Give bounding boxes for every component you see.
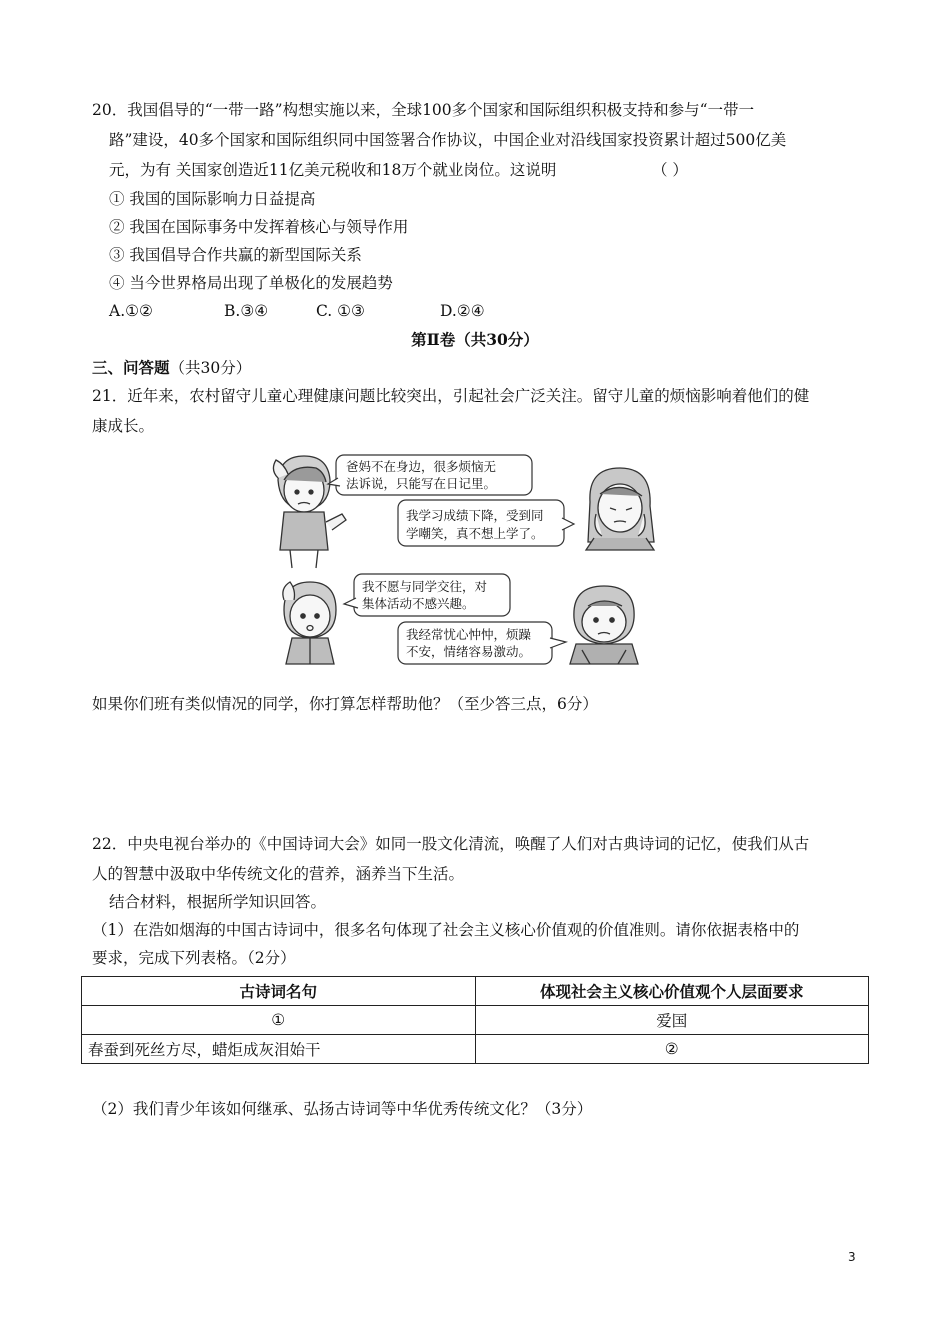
q22-line2: 人的智慧中汲取中华传统文化的营养，涵养当下生活。: [92, 865, 465, 883]
q22-line1: 22．中央电视台举办的《中国诗词大会》如同一股文化清流，唤醒了人们对古典诗词的记忆，使我们从古: [92, 835, 810, 853]
child-figure-2: [586, 468, 654, 550]
poem-values-table: [81, 976, 869, 1064]
q20-line1: 20．我国倡导的“一带一路”构想实施以来，全球100多个国家和国际组织积极支持和参与“一带一: [92, 101, 755, 119]
q22-line3: 结合材料，根据所学知识回答。: [109, 893, 327, 911]
section3-label: 三、问答题: [92, 358, 170, 377]
table-header-poem: 古诗词名句: [82, 977, 476, 1006]
bubble-1-line-1: 爸妈不在身边，很多烦恼无: [346, 459, 497, 474]
child-figure-3: [283, 582, 336, 664]
q20-line3: 元，为有 关国家创造近11亿美元税收和18万个就业岗位。这说明: [109, 161, 557, 179]
q20-answer-bracket: （ ）: [652, 161, 688, 179]
q20-option-1: ① 我国的国际影响力日益提高: [109, 190, 316, 208]
table-header-row: [82, 977, 869, 1006]
q20-choice-c: C. ①③: [316, 302, 365, 320]
q21-line2: 康成长。: [92, 417, 155, 435]
bubble-1-line-2: 法诉说，只能写在日记里。: [346, 476, 497, 491]
bubble-4-line-2: 不安，情绪容易激动。: [406, 644, 532, 659]
q21-question: 如果你们班有类似情况的同学，你打算怎样帮助他？（至少答三点，6分）: [92, 695, 598, 713]
speech-bubble-4: [398, 622, 566, 664]
table-row: [82, 1035, 869, 1064]
q21-line1: 21．近年来，农村留守儿童心理健康问题比较突出，引起社会广泛关注。留守儿童的烦恼影响着他们的健: [92, 387, 810, 405]
table-header-value: 体现社会主义核心价值观个人层面要求: [475, 977, 869, 1006]
left-behind-children-illustration: [270, 450, 670, 670]
q20-choice-a: A.①②: [109, 302, 153, 320]
page-number: 3: [848, 1250, 856, 1264]
q20-choice-d: D.②④: [440, 302, 485, 320]
q22-sub1-line2: 要求，完成下列表格。（2分）: [92, 949, 296, 967]
q20-option-4: ④ 当今世界格局出现了单极化的发展趋势: [109, 274, 393, 292]
section3-heading: [92, 358, 251, 378]
part2-title: 第Ⅱ卷（共30分）: [411, 330, 539, 349]
bubble-3-line-2: 集体活动不感兴趣。: [362, 596, 475, 611]
speech-bubble-3: [344, 574, 510, 616]
q22-sub1-line1: （1）在浩如烟海的中国古诗词中，很多名句体现了社会主义核心价值观的价值准则。请你依据表格中的: [92, 921, 800, 939]
speech-bubble-2: [398, 500, 574, 546]
bubble-2-line-2: 学嘲笑，真不想上学了。: [406, 526, 544, 541]
table-cell-blank-2[interactable]: ②: [475, 1035, 869, 1064]
bubble-2-line-1: 我学习成绩下降，受到同: [406, 508, 544, 523]
table-cell-poem: 春蚕到死丝方尽，蜡炬成灰泪始干: [82, 1035, 476, 1064]
bubble-4-line-1: 我经常忧心忡忡，烦躁: [406, 627, 532, 642]
q20-option-2: ② 我国在国际事务中发挥着核心与领导作用: [109, 218, 409, 236]
table-row: [82, 1006, 869, 1035]
q20-line2: 路”建设，40多个国家和国际组织同中国签署合作协议，中国企业对沿线国家投资累计超过500亿美: [109, 131, 787, 149]
q22-sub2: （2）我们青少年该如何继承、弘扬古诗词等中华优秀传统文化？（3分）: [92, 1100, 593, 1118]
speech-bubble-1: [328, 455, 532, 495]
child-figure-4: [570, 586, 638, 664]
table-cell-value: 爱国: [475, 1006, 869, 1035]
section3-score: （共30分）: [169, 359, 252, 377]
bubble-3-line-1: 我不愿与同学交往，对: [362, 579, 488, 594]
child-figure-1: [273, 456, 346, 568]
table-cell-blank-1[interactable]: ①: [82, 1006, 476, 1035]
q20-option-3: ③ 我国倡导合作共赢的新型国际关系: [109, 246, 362, 264]
q20-choice-b: B.③④: [224, 302, 269, 320]
